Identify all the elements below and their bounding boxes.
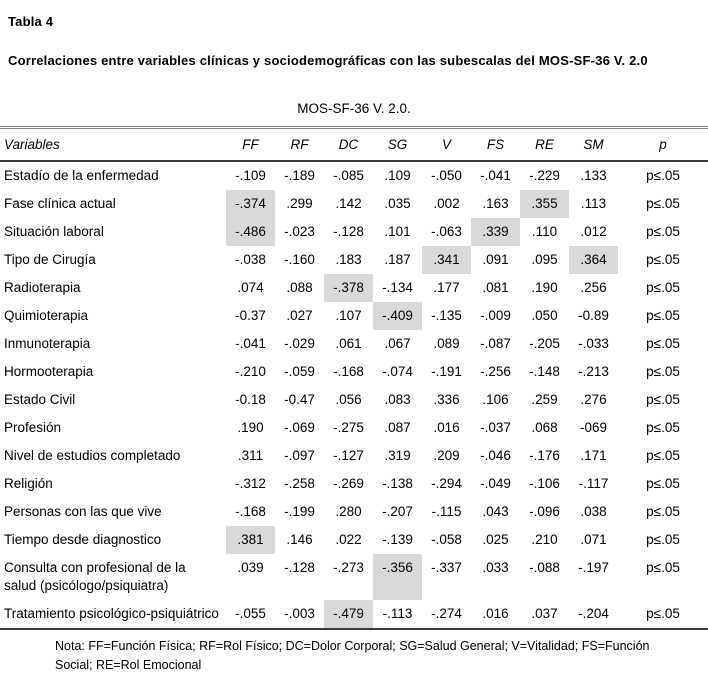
correlation-value: .190 [531,280,558,295]
correlation-value: .319 [384,448,411,463]
correlation-value: .177 [433,280,460,295]
correlation-value: .089 [433,336,460,351]
correlation-value: -.160 [284,252,315,267]
p-value: p≤.05 [646,252,680,267]
correlation-value: .038 [580,504,607,519]
correlation-value: -0.47 [284,392,315,407]
table-row [0,302,708,330]
correlation-value: .381 [226,526,275,554]
correlation-value: -.197 [578,560,609,575]
correlation-value: -.088 [529,560,560,575]
correlation-value: -.063 [431,224,462,239]
correlation-value: -.106 [529,476,560,491]
table-row [0,442,708,470]
variable-label: Estadío de la enfermedad [4,168,159,183]
p-value: p≤.05 [646,224,680,239]
correlation-value: -.210 [235,364,266,379]
correlation-value: -.258 [284,476,315,491]
correlation-value: .299 [286,196,313,211]
correlation-value: -.138 [382,476,413,491]
correlation-value: -.117 [578,476,609,491]
correlation-value: .087 [384,420,411,435]
correlation-value: -.128 [333,224,364,239]
p-value: p≤.05 [646,196,680,211]
column-header-re: RE [535,137,554,152]
correlation-value: -.128 [284,560,315,575]
correlation-value: .341 [422,246,471,274]
correlation-value: -.199 [284,504,315,519]
header-row [0,128,708,162]
correlation-value: .016 [433,420,460,435]
correlation-value: -.273 [333,560,364,575]
column-header-sg: SG [387,137,408,152]
correlation-value: -.256 [480,364,511,379]
p-value: p≤.05 [646,420,680,435]
p-value: p≤.05 [646,364,680,379]
table-row [0,470,708,498]
p-value: p≤.05 [646,336,680,351]
correlation-value: .276 [580,392,607,407]
correlation-value: -.037 [480,420,511,435]
correlation-value: .280 [335,504,362,519]
correlation-value: .022 [335,532,362,547]
correlation-value: .056 [335,392,362,407]
correlation-value: .256 [580,280,607,295]
column-header-ff: FF [242,137,259,152]
correlation-value: .039 [237,560,264,575]
correlation-value: -.033 [578,336,609,351]
correlation-value: -.113 [382,606,413,621]
correlation-value: -.479 [324,600,373,629]
correlation-value: .187 [384,252,411,267]
correlation-value: .259 [531,392,558,407]
variable-label: Inmunoterapia [4,336,91,351]
correlation-value: -.134 [382,280,413,295]
correlation-value: .109 [384,168,411,183]
correlation-value: -.374 [226,190,275,218]
correlation-value: .171 [580,448,607,463]
p-value: p≤.05 [646,308,680,323]
correlation-value: .210 [531,532,558,547]
correlation-value: .364 [569,246,618,274]
correlation-value: -.041 [480,168,511,183]
correlations-table [0,126,708,630]
column-header-p: p [659,137,667,152]
correlation-value: .095 [531,252,558,267]
correlation-value: .071 [580,532,607,547]
correlation-value: -.176 [529,448,560,463]
correlation-value: -.087 [480,336,511,351]
correlation-value: -.046 [480,448,511,463]
variable-label: Personas con las que vive [4,504,162,519]
correlation-value: -.023 [284,224,315,239]
correlation-value: -069 [579,420,608,435]
table-row [0,554,708,600]
p-value: p≤.05 [646,448,680,463]
variable-label: Profesión [4,420,62,435]
correlation-value: -.486 [226,218,275,246]
correlation-value: .088 [286,280,313,295]
correlation-value: -.204 [578,606,609,621]
p-value: p≤.05 [646,168,680,183]
correlation-value: -.269 [333,476,364,491]
correlation-value: -.096 [529,504,560,519]
note-line-1: Nota: FF=Función Física; RF=Rol Físico; DC=Dolor Corporal; SG=Salud General; V=Vitalidad; FS=Función [55,639,650,653]
table-row [0,246,708,274]
correlation-value: -.097 [284,448,315,463]
correlation-value: .163 [482,196,509,211]
p-value: p≤.05 [646,280,680,295]
column-header-dc: DC [338,137,359,152]
correlation-value: -.378 [324,274,373,302]
correlation-value: -.139 [382,532,413,547]
correlation-value: .068 [531,420,558,435]
variable-label: Hormooterapia [4,364,94,379]
table-row [0,526,708,554]
correlation-value: -0.18 [235,392,266,407]
table-label: Tabla 4 [8,14,54,29]
correlation-value: .033 [482,560,509,575]
correlation-value: -.009 [480,308,511,323]
correlation-value: .101 [384,224,411,239]
correlation-value: -.191 [431,364,462,379]
correlation-value: -.213 [578,364,609,379]
correlation-value: -.189 [284,168,315,183]
correlation-value: -.275 [333,420,364,435]
table-row [0,600,708,629]
table-header [0,128,708,162]
correlation-value: -.041 [235,336,266,351]
correlation-value: .012 [580,224,607,239]
correlation-value: -0.37 [235,308,266,323]
correlation-value: -.029 [284,336,315,351]
p-value: p≤.05 [646,476,680,491]
correlation-value: -.049 [480,476,511,491]
p-value: p≤.05 [646,560,680,575]
correlation-value: .083 [384,392,411,407]
correlation-value: -.074 [382,364,413,379]
correlation-value: .002 [433,196,460,211]
scale-header: MOS-SF-36 V. 2.0. [297,101,411,116]
column-header-fs: FS [486,137,505,152]
table-row [0,414,708,442]
correlation-value: -.109 [235,168,266,183]
correlation-value: -.337 [431,560,462,575]
correlation-value: -.168 [235,504,266,519]
correlation-value: .091 [482,252,509,267]
correlation-value: -.229 [529,168,560,183]
correlation-value: -.135 [431,308,462,323]
variable-label: Tratamiento psicológico-psiquiátrico [4,606,219,621]
correlation-value: -.058 [431,532,462,547]
correlation-value: -.294 [431,476,462,491]
table-row [0,161,708,190]
correlation-value: .027 [286,308,313,323]
correlation-value: .311 [237,448,264,463]
correlation-value: .336 [433,392,460,407]
correlation-value: -.050 [431,168,462,183]
correlation-value: -.003 [284,606,315,621]
correlation-value: -.069 [284,420,315,435]
table-row [0,330,708,358]
correlation-value: .061 [335,336,362,351]
correlation-value: .074 [237,280,264,295]
correlation-value: -.409 [373,302,422,330]
column-header-variables: Variables [4,137,60,152]
table-title: Correlaciones entre variables clínicas y sociodemográficas con las subescalas del MOS-SF-36 V. 2.0 [8,53,648,68]
variable-label: Fase clínica actual [4,196,116,211]
correlation-value: .183 [335,252,362,267]
correlation-value: -.127 [333,448,364,463]
correlation-value: .190 [237,420,264,435]
p-value: p≤.05 [646,532,680,547]
correlation-value: .067 [384,336,411,351]
correlation-value: -.168 [333,364,364,379]
correlation-value: .106 [482,392,509,407]
table-body [0,161,708,629]
correlation-value: -.274 [431,606,462,621]
correlation-value: .050 [531,308,558,323]
column-header-sm: SM [583,137,604,152]
correlation-value: .110 [531,224,558,239]
correlation-value: -.059 [284,364,315,379]
correlation-value: -0.89 [578,308,609,323]
table-row [0,358,708,386]
column-header-v: V [441,137,451,152]
correlation-value: -.085 [333,168,364,183]
correlation-value: .107 [335,308,362,323]
correlation-value: .355 [520,190,569,218]
variable-label: Consulta con profesional de la salud (psicólogo/psiquiatra) [4,560,186,593]
correlation-value: .209 [433,448,460,463]
column-header-rf: RF [290,137,309,152]
p-value: p≤.05 [646,606,680,621]
variable-label: Tipo de Cirugía [4,252,96,267]
p-value: p≤.05 [646,504,680,519]
correlation-value: .113 [580,196,607,211]
correlation-value: -.115 [431,504,462,519]
correlation-value: -.312 [235,476,266,491]
note-line-2: Social; RE=Rol Emocional [55,658,202,672]
variable-label: Tiempo desde diagnostico [4,532,162,547]
variable-label: Radioterapia [4,280,81,295]
correlation-value: -.205 [529,336,560,351]
correlation-value: .146 [286,532,313,547]
variable-label: Situación laboral [4,224,104,239]
correlation-value: -.356 [373,554,422,600]
variable-label: Estado Civil [4,392,76,407]
correlation-value: -.207 [382,504,413,519]
variable-label: Religión [4,476,53,491]
table-row [0,190,708,218]
p-value: p≤.05 [646,392,680,407]
table-row [0,274,708,302]
correlation-value: .016 [482,606,509,621]
correlation-value: .081 [482,280,509,295]
correlation-value: .142 [335,196,362,211]
correlation-value: .043 [482,504,509,519]
table-row [0,498,708,526]
correlation-value: -.148 [529,364,560,379]
table-note [55,637,675,675]
correlation-value: .037 [531,606,558,621]
correlation-value: .035 [384,196,411,211]
correlation-value: .025 [482,532,509,547]
correlation-value: -.055 [235,606,266,621]
variable-label: Quimioterapia [4,308,89,323]
correlation-value: .133 [580,168,607,183]
correlation-value: -.038 [235,252,266,267]
table-row [0,386,708,414]
variable-label: Nivel de estudios completado [4,448,181,463]
table-row [0,218,708,246]
correlation-value: .339 [471,218,520,246]
